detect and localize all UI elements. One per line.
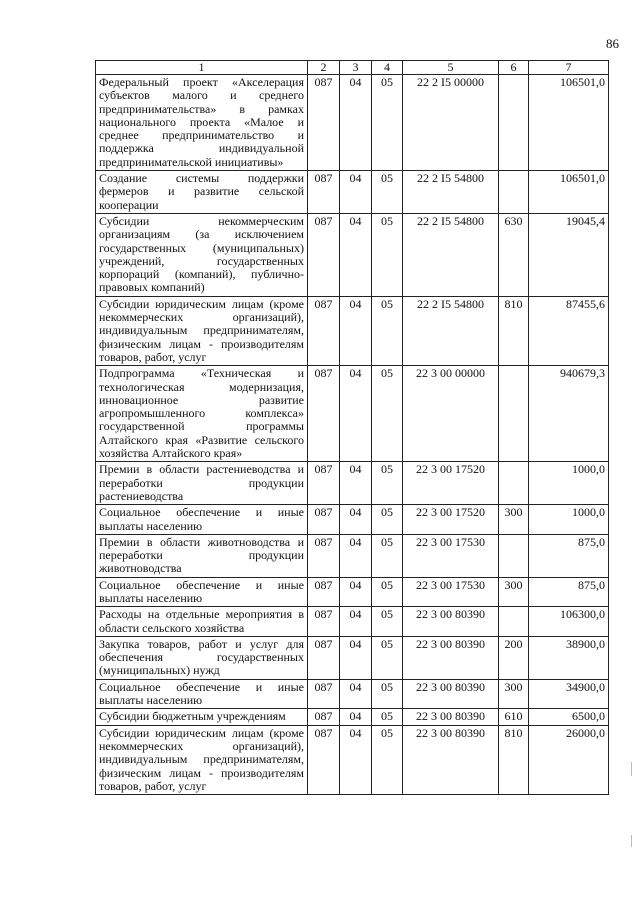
row-target-code-cell: 22 3 00 80390 bbox=[403, 679, 499, 709]
row-name-cell: Социальное обеспечение и иные выплаты населению bbox=[96, 505, 308, 535]
row-amount-cell: 1000,0 bbox=[529, 462, 609, 505]
row-expense-type-cell bbox=[499, 462, 529, 505]
row-target-code-cell: 22 2 I5 54800 bbox=[403, 171, 499, 214]
row-ministry-cell: 087 bbox=[308, 366, 340, 462]
row-target-code-cell: 22 3 00 80390 bbox=[403, 725, 499, 794]
row-section-cell: 04 bbox=[340, 679, 372, 709]
row-subsection-cell: 05 bbox=[372, 75, 403, 171]
row-target-code-cell: 22 3 00 17530 bbox=[403, 577, 499, 607]
table-row bbox=[96, 75, 609, 171]
row-target-code-cell: 22 3 00 00000 bbox=[403, 366, 499, 462]
row-amount-cell: 87455,6 bbox=[529, 296, 609, 365]
row-amount-cell: 6500,0 bbox=[529, 709, 609, 725]
row-target-code-cell: 22 2 I5 54800 bbox=[403, 213, 499, 296]
row-amount-cell: 106300,0 bbox=[529, 607, 609, 637]
row-amount-cell: 19045,4 bbox=[529, 213, 609, 296]
column-header: 2 bbox=[308, 61, 340, 75]
row-ministry-cell: 087 bbox=[308, 679, 340, 709]
row-subsection-cell: 05 bbox=[372, 709, 403, 725]
row-subsection-cell: 05 bbox=[372, 213, 403, 296]
table-row bbox=[96, 709, 609, 725]
row-expense-type-cell: 300 bbox=[499, 505, 529, 535]
row-name-cell: Социальное обеспечение и иные выплаты населению bbox=[96, 577, 308, 607]
row-expense-type-cell bbox=[499, 534, 529, 577]
row-name-cell: Социальное обеспечение и иные выплаты населению bbox=[96, 679, 308, 709]
row-amount-cell: 875,0 bbox=[529, 577, 609, 607]
row-expense-type-cell bbox=[499, 366, 529, 462]
row-ministry-cell: 087 bbox=[308, 577, 340, 607]
row-amount-cell: 875,0 bbox=[529, 534, 609, 577]
table-header-row bbox=[96, 61, 609, 75]
row-subsection-cell: 05 bbox=[372, 366, 403, 462]
row-name-cell: Закупка товаров, работ и услуг для обеспечения государственных (муниципальных) нужд bbox=[96, 636, 308, 679]
row-section-cell: 04 bbox=[340, 366, 372, 462]
table-row bbox=[96, 462, 609, 505]
row-ministry-cell: 087 bbox=[308, 171, 340, 214]
row-name-cell: Премии в области растениеводства и переработки продукции растениеводства bbox=[96, 462, 308, 505]
row-target-code-cell: 22 2 I5 00000 bbox=[403, 75, 499, 171]
column-header: 1 bbox=[96, 61, 308, 75]
row-name-cell: Расходы на отдельные мероприятия в области сельского хозяйства bbox=[96, 607, 308, 637]
scan-mark bbox=[631, 762, 632, 776]
row-section-cell: 04 bbox=[340, 577, 372, 607]
row-subsection-cell: 05 bbox=[372, 679, 403, 709]
column-header: 3 bbox=[340, 61, 372, 75]
row-section-cell: 04 bbox=[340, 171, 372, 214]
row-expense-type-cell: 810 bbox=[499, 296, 529, 365]
row-name-cell: Премии в области животноводства и переработки продукции животноводства bbox=[96, 534, 308, 577]
row-target-code-cell: 22 3 00 80390 bbox=[403, 636, 499, 679]
table-row bbox=[96, 213, 609, 296]
row-section-cell: 04 bbox=[340, 296, 372, 365]
row-expense-type-cell bbox=[499, 75, 529, 171]
row-ministry-cell: 087 bbox=[308, 296, 340, 365]
column-header: 6 bbox=[499, 61, 529, 75]
row-expense-type-cell: 300 bbox=[499, 679, 529, 709]
budget-table bbox=[95, 60, 609, 795]
row-ministry-cell: 087 bbox=[308, 636, 340, 679]
row-amount-cell: 26000,0 bbox=[529, 725, 609, 794]
row-name-cell: Подпрограмма «Техническая и технологическая модернизация, инновационное развитие агропромышленного комплекса» государственной программы Алтайского края «Развитие сельского хозяйства Алтайского края» bbox=[96, 366, 308, 462]
table-row bbox=[96, 366, 609, 462]
row-section-cell: 04 bbox=[340, 75, 372, 171]
table-row bbox=[96, 577, 609, 607]
row-subsection-cell: 05 bbox=[372, 505, 403, 535]
row-subsection-cell: 05 bbox=[372, 577, 403, 607]
table-row bbox=[96, 296, 609, 365]
table-row bbox=[96, 725, 609, 794]
row-expense-type-cell: 610 bbox=[499, 709, 529, 725]
row-target-code-cell: 22 3 00 80390 bbox=[403, 607, 499, 637]
table-row bbox=[96, 171, 609, 214]
row-section-cell: 04 bbox=[340, 505, 372, 535]
column-header: 7 bbox=[529, 61, 609, 75]
row-subsection-cell: 05 bbox=[372, 296, 403, 365]
row-name-cell: Субсидии бюджетным учреждениям bbox=[96, 709, 308, 725]
row-section-cell: 04 bbox=[340, 534, 372, 577]
row-section-cell: 04 bbox=[340, 462, 372, 505]
row-subsection-cell: 05 bbox=[372, 725, 403, 794]
row-amount-cell: 34900,0 bbox=[529, 679, 609, 709]
table-row bbox=[96, 534, 609, 577]
table-row bbox=[96, 636, 609, 679]
table-row bbox=[96, 679, 609, 709]
column-header: 5 bbox=[403, 61, 499, 75]
row-target-code-cell: 22 3 00 17530 bbox=[403, 534, 499, 577]
row-name-cell: Субсидии некоммерческим организациям (за исключением государственных (муниципальных) учреждений, государственных корпораций (компаний), публично-правовых компаний) bbox=[96, 213, 308, 296]
row-section-cell: 04 bbox=[340, 709, 372, 725]
row-expense-type-cell bbox=[499, 607, 529, 637]
row-subsection-cell: 05 bbox=[372, 534, 403, 577]
row-subsection-cell: 05 bbox=[372, 171, 403, 214]
row-ministry-cell: 087 bbox=[308, 725, 340, 794]
row-expense-type-cell bbox=[499, 171, 529, 214]
row-expense-type-cell: 630 bbox=[499, 213, 529, 296]
row-section-cell: 04 bbox=[340, 607, 372, 637]
row-ministry-cell: 087 bbox=[308, 534, 340, 577]
row-amount-cell: 106501,0 bbox=[529, 171, 609, 214]
row-subsection-cell: 05 bbox=[372, 462, 403, 505]
row-ministry-cell: 087 bbox=[308, 607, 340, 637]
row-subsection-cell: 05 bbox=[372, 636, 403, 679]
row-ministry-cell: 087 bbox=[308, 462, 340, 505]
table-row bbox=[96, 505, 609, 535]
row-ministry-cell: 087 bbox=[308, 75, 340, 171]
scan-mark bbox=[631, 835, 632, 847]
row-ministry-cell: 087 bbox=[308, 709, 340, 725]
row-section-cell: 04 bbox=[340, 636, 372, 679]
row-expense-type-cell: 200 bbox=[499, 636, 529, 679]
row-amount-cell: 1000,0 bbox=[529, 505, 609, 535]
row-expense-type-cell: 300 bbox=[499, 577, 529, 607]
row-amount-cell: 38900,0 bbox=[529, 636, 609, 679]
table-row bbox=[96, 607, 609, 637]
row-target-code-cell: 22 3 00 80390 bbox=[403, 709, 499, 725]
row-target-code-cell: 22 3 00 17520 bbox=[403, 505, 499, 535]
table-body bbox=[96, 75, 609, 795]
row-name-cell: Субсидии юридическим лицам (кроме некоммерческих организаций), индивидуальным предпринимателям, физическим лицам - производителям товаров, работ, услуг bbox=[96, 296, 308, 365]
row-subsection-cell: 05 bbox=[372, 607, 403, 637]
row-amount-cell: 106501,0 bbox=[529, 75, 609, 171]
row-name-cell: Создание системы поддержки фермеров и развитие сельской кооперации bbox=[96, 171, 308, 214]
column-header: 4 bbox=[372, 61, 403, 75]
row-target-code-cell: 22 2 I5 54800 bbox=[403, 296, 499, 365]
row-expense-type-cell: 810 bbox=[499, 725, 529, 794]
row-amount-cell: 940679,3 bbox=[529, 366, 609, 462]
row-name-cell: Субсидии юридическим лицам (кроме некоммерческих организаций), индивидуальным предпринимателям, физическим лицам - производителям товаров, работ, услуг bbox=[96, 725, 308, 794]
row-ministry-cell: 087 bbox=[308, 505, 340, 535]
row-target-code-cell: 22 3 00 17520 bbox=[403, 462, 499, 505]
row-ministry-cell: 087 bbox=[308, 213, 340, 296]
page-number: 86 bbox=[606, 36, 619, 51]
row-name-cell: Федеральный проект «Акселерация субъектов малого и среднего предпринимательства» в рамках национального проекта «Малое и среднее предпринимательство и поддержка индивидуальной предпринимательской инициативы» bbox=[96, 75, 308, 171]
row-section-cell: 04 bbox=[340, 725, 372, 794]
row-section-cell: 04 bbox=[340, 213, 372, 296]
